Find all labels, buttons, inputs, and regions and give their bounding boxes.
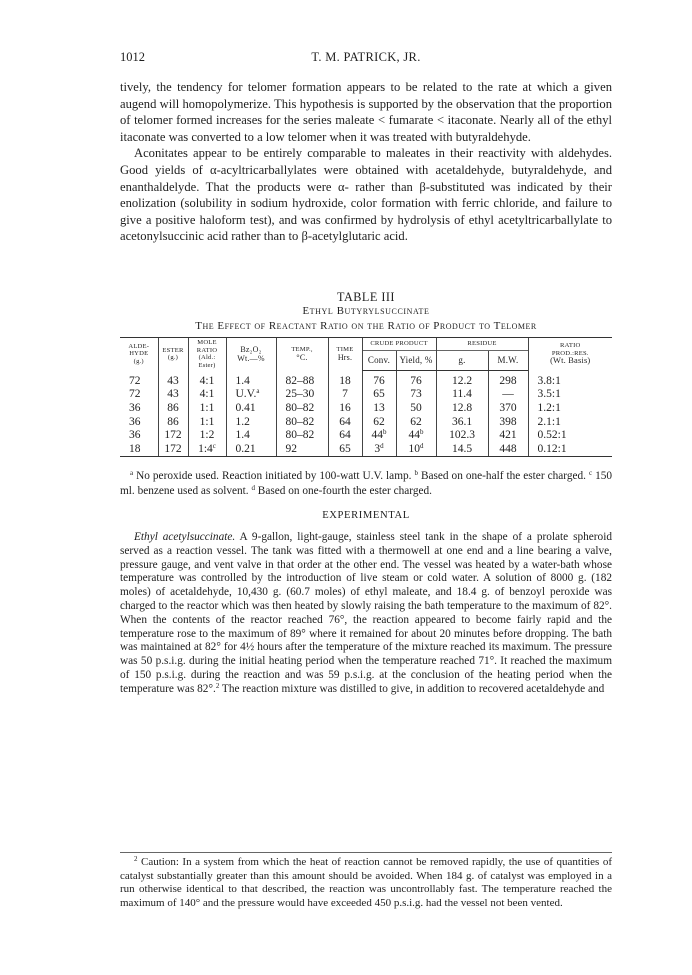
paragraph-experimental: Ethyl acetylsuccinate. A 9-gallon, light-gauge, stainless steel tank in the shape of a prolate spheroid served as a reaction vessel. The tank was fitted with a thermowell at one end and a line bearing a valve, pressure gauge, and vent valve in that order at the other end. The vessel was heated by a water-bath whose temperature was controlled by the introduction of live steam or cold water. A solution of 8000 g. (182 moles) of acetaldehyde, 10,430 g. (60.7 moles) of ethyl maleate, and 18.4 g. of benzoyl peroxide was charged to the reactor which was then heated by slowly raising the bath temperature to the maximum of 82°. When the contents of the reactor reached 76°, the reaction appeared to become fairly rapid and the temperature rose to the maximum of 89° where it remained for about 20 minutes before dropping. The bath was maintained at 82° for 4½ hours after the temperature of the mixture reached its maximum. The pressure was 50 p.s.i.g. during the initial heating period when the temperature reached 71°. It reached the maximum of 150 p.s.i.g. during the reaction and was 59 p.s.i.g. at the conclusion of the heating period when the temperature was 82°.$^2$ The reaction mixture was distilled to give, in addition to recovered acetaldehyde and: [120, 531, 612, 695]
cell-conv: 13: [362, 402, 396, 416]
cell-ratio: 0.52:1: [528, 429, 612, 443]
cell-conv: 62: [362, 416, 396, 430]
cell-conv: 65: [362, 388, 396, 402]
experimental-text: [120, 531, 612, 697]
paragraph-telomer: tively, the tendency for telomer formation appears to be related to the rate at which a given augend will homopolymerize. This hypothesis is supported by the observation that the proportion of telomer formed increases for the series maleate < fumarate < itaconate. Nearly all of the ethyl itaconate was converted to a low telomer when it was treated with butyraldehyde.: [120, 80, 612, 144]
cell-ester: 172: [158, 443, 188, 457]
cell-bz: 1.4: [226, 370, 276, 388]
table-row: [120, 388, 612, 402]
table-row: [120, 443, 612, 457]
page-number: 1012: [120, 50, 145, 64]
cell-g: 36.1: [436, 416, 488, 430]
cell-g: 12.2: [436, 370, 488, 388]
intro-text: [120, 79, 612, 245]
cell-ester: 86: [158, 402, 188, 416]
table-label: TABLE III: [336, 290, 395, 304]
page-header: [120, 50, 612, 68]
header-ratio: RATIO PROD.:RES. (Wt. Basis): [528, 338, 612, 371]
header-time: TIME Hrs.: [328, 338, 362, 371]
header-residue: RESIDUE: [436, 338, 528, 351]
header-aldehyde: ALDE- HYDE (g.): [120, 338, 158, 371]
cell-mw: 421: [488, 429, 528, 443]
data-table: [120, 337, 612, 457]
header-residue-g: g.: [436, 351, 488, 371]
table-footnote-c: 150 ml. benzene used as solvent.: [120, 470, 613, 497]
table-row: [120, 370, 612, 388]
cell-g: 102.3: [436, 429, 488, 443]
footnote-rule: [120, 852, 612, 853]
cell-ratio: 2.1:1: [528, 416, 612, 430]
cell-ald: 36: [129, 415, 141, 428]
cell-temp: 82–88: [276, 370, 328, 388]
cell-time: 64: [328, 429, 362, 443]
caution-footnote: Caution: In a system from which the heat of reaction cannot be removed rapidly, the use of quantities of catalyst substantially greater than this amount should be avoided. When 184 g. of catalyst was employed in a run otherwise identical to that described, the reaction was uncontrollably fast. The temperature reached the maximum of 140° and the pressure would have exceeded 450 p.s.i.g. had the vessel not been vented.: [120, 856, 612, 909]
compound-name: Ethyl acetylsuccinate.: [134, 531, 236, 543]
cell-temp: 25–30: [276, 388, 328, 402]
cell-mole: 4:1: [188, 370, 226, 388]
cell-bz: 1.4: [226, 429, 276, 443]
cell-ratio: 1.2:1: [528, 402, 612, 416]
cell-bz: U.V.$^a$: [226, 388, 276, 402]
header-ester: ESTER (g.): [158, 338, 188, 371]
cell-ester: 43: [158, 370, 188, 388]
cell-ester: 43: [158, 388, 188, 402]
table-row: [120, 429, 612, 443]
cell-ald: 36: [129, 402, 141, 415]
cell-ald: 72: [129, 374, 141, 387]
header-temp: TEMP., °C.: [276, 338, 328, 371]
cell-mole: 1:1: [188, 402, 226, 416]
cell-time: 7: [328, 388, 362, 402]
cell-bz: 1.2: [226, 416, 276, 430]
running-head: T. M. PATRICK, JR.: [311, 50, 421, 64]
cell-mole: 4:1: [188, 388, 226, 402]
cell-time: 18: [328, 370, 362, 388]
cell-time: 65: [328, 443, 362, 457]
cell-mw: 398: [488, 416, 528, 430]
table-iii: [120, 337, 612, 457]
cell-mole: 1:1: [188, 416, 226, 430]
header-conv: Conv.: [362, 351, 396, 371]
cell-g: 14.5: [436, 443, 488, 457]
cell-g: 11.4: [436, 388, 488, 402]
cell-ratio: 3.5:1: [528, 388, 612, 402]
header-mole-ratio: MOLE RATIO (Ald.: Ester): [188, 338, 226, 371]
cell-ester: 86: [158, 416, 188, 430]
cell-yield: 62: [396, 416, 436, 430]
cell-g: 12.8: [436, 402, 488, 416]
table-footnote-b: Based on one-half the ester charged.: [420, 470, 586, 482]
cell-conv: 76: [362, 370, 396, 388]
cell-yield: 50: [396, 402, 436, 416]
table-footnotes: $^a$ No peroxide used. Reaction initiated by 100-watt U.V. lamp. $^b$ Based on one-half the ester charged. $^c$ 150 ml. benzene used as solvent. $^d$ Based on one-fourth the ester charged.: [120, 469, 613, 497]
cell-yield: 76: [396, 370, 436, 388]
cell-yield: 73: [396, 388, 436, 402]
cell-bz: 0.41: [226, 402, 276, 416]
cell-temp: 80–82: [276, 402, 328, 416]
cell-mw: 298: [488, 370, 528, 388]
table-row: [120, 402, 612, 416]
header-yield: Yield, %: [396, 351, 436, 371]
cell-ratio: 0.12:1: [528, 443, 612, 457]
cell-ald: 18: [120, 443, 158, 457]
cell-mw: 370: [488, 402, 528, 416]
footnote-ref: 2: [215, 681, 220, 690]
table-row: [120, 416, 612, 430]
cell-temp: 92: [276, 443, 328, 457]
cell-yield: 10$^d$: [396, 443, 436, 457]
cell-temp: 80–82: [276, 429, 328, 443]
cell-mole: 1:4$^c$: [188, 443, 226, 457]
cell-time: 16: [328, 402, 362, 416]
cell-ratio: 3.8:1: [528, 370, 612, 388]
cell-conv: 44$^b$: [362, 429, 396, 443]
paragraph-aconitates: Aconitates appear to be entirely comparable to maleates in their reactivity with aldehydes. Good yields of α-acyltricarballylates were obtained with acetaldehyde, butyraldehyde, and enanthaldelyde. That the products were α- rather than β-substituted was indicated by their enolization (solubility in sodium hydroxide, color formation with ferric chloride, and failure to give a positive haloform test), and was confirmed by hydrolysis of ethyl acetyltricarballylate to acetonylsuccinic acid rather than to β-acetylglutaric acid.: [120, 146, 612, 244]
cell-mw: —: [488, 388, 528, 402]
section-heading-experimental: EXPERIMENTAL: [322, 510, 410, 521]
header-residue-mw: M.W.: [488, 351, 528, 371]
cell-mole: 1:2: [188, 429, 226, 443]
cell-ald: 36: [129, 429, 141, 442]
table-subject: Ethyl Butyrylsuccinate: [302, 305, 430, 317]
table-title: The Effect of Reactant Ratio on the Ratio of Product to Telomer: [195, 320, 537, 332]
cell-ald: 72: [129, 388, 141, 401]
table-footnote-a: No peroxide used. Reaction initiated by 100-watt U.V. lamp.: [136, 470, 412, 482]
cell-conv: 3$^d$: [362, 443, 396, 457]
cell-bz: 0.21: [226, 443, 276, 457]
header-bz2o2: Bz₂O₂ Wt.—%: [226, 338, 276, 371]
page-footnote: $^2$ Caution: In a system from which the heat of reaction cannot be removed rapidly, the use of quantities of catalyst substantially greater than this amount should be avoided. When 184 g. of catalyst was employed in a run otherwise identical to that described, the reaction was uncontrollably fast. The temperature reached the maximum of 140° and the pressure would have exceeded 450 p.s.i.g. had the vessel not been vented.: [120, 855, 612, 909]
cell-yield: 44$^b$: [396, 429, 436, 443]
header-crude-product: CRUDE PRODUCT: [362, 338, 436, 351]
cell-mw: 448: [488, 443, 528, 457]
cell-time: 64: [328, 416, 362, 430]
cell-temp: 80–82: [276, 416, 328, 430]
table-footnote-d: Based on one-fourth the ester charged.: [257, 484, 432, 497]
cell-ester: 172: [158, 429, 188, 443]
